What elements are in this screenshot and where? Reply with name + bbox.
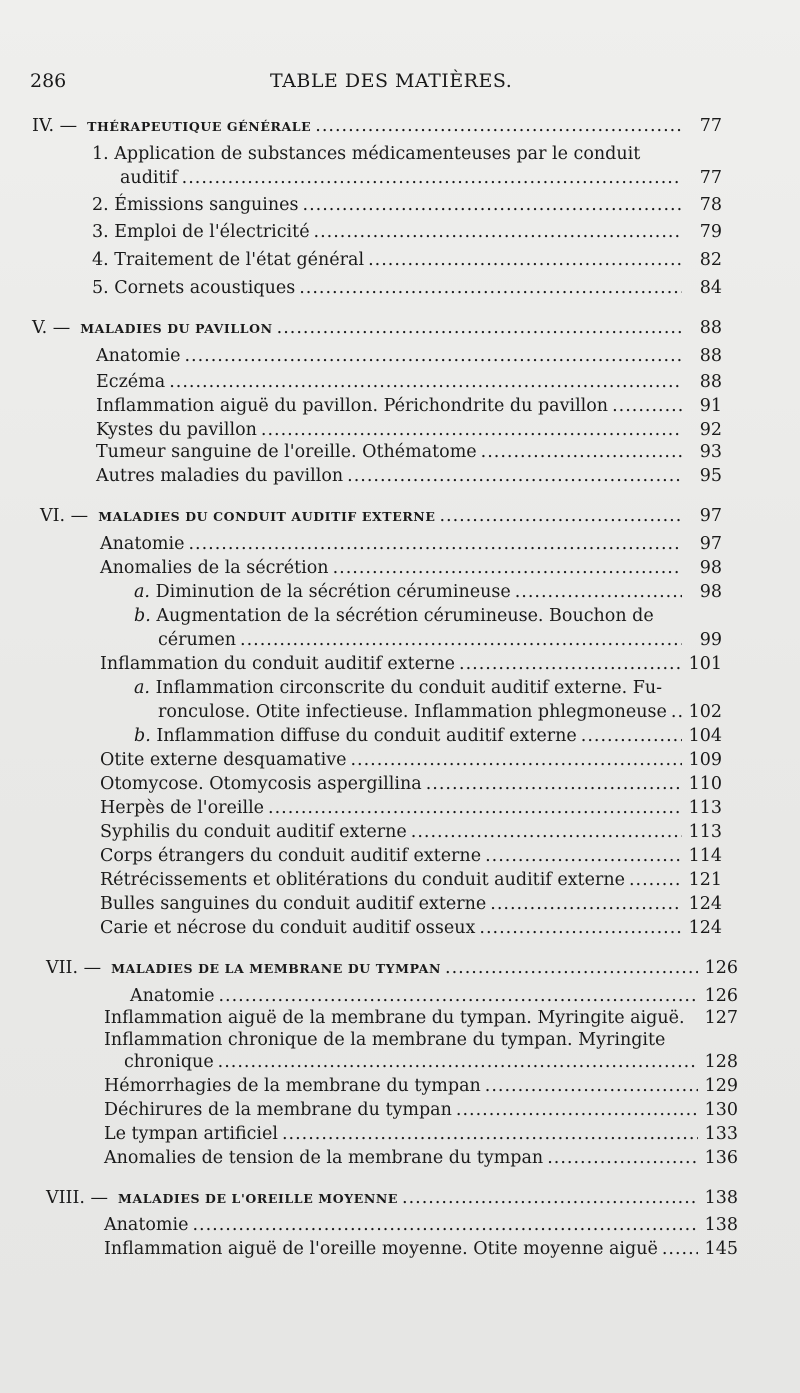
dot-leader: [182, 167, 682, 189]
toc-entry: [96, 465, 722, 487]
dot-leader: [184, 345, 682, 367]
page-ref: 126: [704, 986, 738, 1006]
dot-leader: [240, 629, 682, 651]
toc-entry: [104, 1123, 738, 1145]
dot-leader: [485, 1075, 698, 1097]
entry-text: Anatomie: [104, 1215, 189, 1235]
dot-leader: [547, 1147, 698, 1169]
toc-entry: [100, 893, 722, 915]
entry-text: Anomalies de la sécrétion: [100, 558, 329, 578]
toc-entry: [100, 653, 722, 675]
entry-text: Syphilis du conduit auditif externe: [100, 822, 407, 842]
page-ref: 129: [704, 1076, 738, 1096]
dot-leader: [629, 869, 682, 891]
section-heading-viii: [46, 1187, 738, 1210]
page-ref: 91: [699, 396, 722, 416]
toc-entry: [96, 371, 722, 393]
page-ref: 124: [688, 918, 722, 938]
toc-entry: [96, 345, 722, 367]
toc-entry: [100, 533, 722, 555]
page-ref: 138: [704, 1188, 738, 1208]
dot-leader: [282, 1123, 698, 1145]
section-numeral: IV. —: [32, 116, 78, 136]
running-title: TABLE DES MATIÈRES.: [270, 70, 513, 92]
toc-entry: [104, 1147, 738, 1169]
dot-leader: [347, 465, 682, 487]
toc-subentry: [134, 677, 662, 699]
toc-entry: [130, 985, 738, 1007]
toc-subentry: [134, 605, 654, 627]
entry-text: auditif: [120, 168, 178, 188]
dot-leader: [368, 249, 682, 271]
section-numeral: VIII. —: [46, 1188, 109, 1208]
entry-marker: b.: [134, 606, 151, 626]
page-ref: 82: [699, 250, 722, 270]
entry-text: Carie et nécrose du conduit auditif osseux: [100, 918, 476, 938]
entry-text: 2. Émissions sanguines: [92, 195, 299, 215]
toc-entry: [100, 749, 722, 771]
dot-leader: [445, 957, 698, 979]
toc-entry: [100, 869, 722, 891]
toc-entry: [104, 1007, 738, 1029]
toc-entry: [104, 1099, 738, 1121]
section-title: MALADIES DE LA MEMBRANE DU TYMPAN: [111, 961, 441, 976]
toc-entry: [100, 557, 722, 579]
page-ref: 130: [704, 1100, 738, 1120]
page-ref: 88: [699, 372, 722, 392]
dot-leader: [299, 277, 682, 299]
page-ref: 121: [688, 870, 722, 890]
dot-leader: [439, 505, 682, 527]
toc-entry: [100, 917, 722, 939]
dot-leader: [218, 985, 698, 1007]
entry-text: Anatomie: [130, 986, 215, 1006]
page-header: [30, 70, 730, 98]
entry-text: cérumen: [158, 630, 237, 650]
page-number: 286: [30, 70, 67, 92]
dot-leader: [188, 533, 682, 555]
page-ref: 77: [699, 168, 722, 188]
dot-leader: [303, 194, 683, 216]
entry-text: Anatomie: [96, 346, 181, 366]
entry-text: Le tympan artificiel: [104, 1124, 278, 1144]
page-ref: 98: [699, 558, 722, 578]
section-title: MALADIES DU PAVILLON: [80, 321, 273, 336]
page-ref: 109: [688, 750, 722, 770]
entry-text: Hémorrhagies de la membrane du tympan: [104, 1076, 481, 1096]
entry-text: chronique: [124, 1052, 214, 1072]
entry-text: ronculose. Otite infectieuse. Inflammation phlegmoneuse: [158, 702, 667, 722]
toc-entry-continuation: [120, 167, 722, 189]
page-ref: 126: [704, 958, 738, 978]
entry-text: Herpès de l'oreille: [100, 798, 265, 818]
page-ref: 88: [699, 318, 722, 338]
toc-entry: 1. Application de substances médicamenteuses par le conduit: [92, 144, 641, 164]
page-ref: 77: [699, 116, 722, 136]
page-ref: 97: [699, 506, 722, 526]
dot-leader: [481, 441, 682, 463]
dot-leader: [333, 557, 682, 579]
entry-text: Inflammation diffuse du conduit auditif externe: [156, 726, 577, 746]
entry-text: 5. Cornets acoustiques: [92, 278, 296, 298]
dot-leader: [479, 917, 682, 939]
toc-entry-continuation: [158, 701, 722, 723]
page-ref: 104: [688, 726, 722, 746]
section-title: MALADIES DU CONDUIT AUDITIF EXTERNE: [98, 509, 436, 524]
dot-leader: [169, 371, 682, 393]
page-ref: 124: [688, 894, 722, 914]
toc-entry-continuation: [158, 629, 722, 651]
toc-entry: [100, 797, 722, 819]
dot-leader: [426, 773, 682, 795]
page-ref: 79: [699, 222, 722, 242]
entry-text: Inflammation aiguë de l'oreille moyenne. Otite moyenne aiguë: [104, 1239, 658, 1259]
dot-leader: [192, 1214, 698, 1236]
entry-text: Kystes du pavillon: [96, 420, 257, 440]
dot-leader: [490, 893, 682, 915]
toc-entry: [96, 441, 722, 463]
dot-leader: [218, 1051, 698, 1073]
dot-leader: [456, 1099, 698, 1121]
page-ref: 102: [688, 702, 722, 722]
entry-text: Inflammation aiguë de la membrane du tympan. Myringite aiguë.: [104, 1008, 685, 1028]
entry-text: Rétrécissements et oblitérations du conduit auditif externe: [100, 870, 625, 890]
entry-text: Anomalies de tension de la membrane du tympan: [104, 1148, 544, 1168]
entry-marker: a.: [134, 582, 150, 602]
entry-text: Anatomie: [100, 534, 185, 554]
entry-text: 3. Emploi de l'électricité: [92, 222, 310, 242]
entry-text: Autres maladies du pavillon: [96, 466, 344, 486]
page-ref: 114: [688, 846, 722, 866]
toc-entry: [92, 277, 722, 299]
section-title: MALADIES DE L'OREILLE MOYENNE: [118, 1191, 399, 1206]
entry-text: Otite externe desquamative: [100, 750, 347, 770]
section-numeral: VI. —: [40, 506, 89, 526]
page-ref: 128: [704, 1052, 738, 1072]
entry-text: Augmentation de la sécrétion cérumineuse. Bouchon de: [156, 606, 654, 626]
dot-leader: [315, 115, 682, 137]
dot-leader: [350, 749, 682, 771]
section-title: THÉRAPEUTIQUE GÉNÉRALE: [87, 119, 312, 134]
entry-text: Tumeur sanguine de l'oreille. Othématome: [96, 442, 477, 462]
page-ref: 113: [688, 798, 722, 818]
entry-marker: b.: [134, 726, 151, 746]
dot-leader: [662, 1238, 698, 1260]
entry-marker: a.: [134, 678, 150, 698]
entry-text: 4. Traitement de l'état général: [92, 250, 365, 270]
entry-text: Eczéma: [96, 372, 166, 392]
toc-entry: [92, 194, 722, 216]
entry-text: Diminution de la sécrétion cérumineuse: [155, 582, 511, 602]
entry-text: Inflammation circonscrite du conduit auditif externe. Fu-: [155, 678, 663, 698]
section-numeral: VII. —: [46, 958, 102, 978]
toc-entry: [100, 845, 722, 867]
toc-entry: [104, 1075, 738, 1097]
entry-text: Inflammation aiguë du pavillon. Périchondrite du pavillon: [96, 396, 609, 416]
page-ref: 110: [688, 774, 722, 794]
dot-leader: [411, 821, 682, 843]
page-ref: 133: [704, 1124, 738, 1144]
page-ref: 98: [699, 582, 722, 602]
dot-leader: [515, 581, 682, 603]
entry-text: Inflammation du conduit auditif externe: [100, 654, 455, 674]
page-ref: 78: [699, 195, 722, 215]
dot-leader: [581, 725, 682, 747]
page-ref: 92: [699, 420, 722, 440]
page-ref: 136: [704, 1148, 738, 1168]
dot-leader: [277, 317, 682, 339]
toc-entry: [100, 821, 722, 843]
page-ref: 113: [688, 822, 722, 842]
page-ref: 95: [699, 466, 722, 486]
page-ref: 101: [688, 654, 722, 674]
page-ref: 145: [704, 1239, 738, 1259]
dot-leader: [459, 653, 682, 675]
entry-text: Corps étrangers du conduit auditif externe: [100, 846, 482, 866]
entry-text: Bulles sanguines du conduit auditif externe: [100, 894, 487, 914]
section-numeral: V. —: [32, 318, 71, 338]
page-ref: 93: [699, 442, 722, 462]
dot-leader: [261, 419, 682, 441]
dot-leader: [268, 797, 682, 819]
toc-subentry: [134, 581, 722, 603]
dot-leader: [314, 221, 682, 243]
page-ref: 88: [699, 346, 722, 366]
section-heading-vii: [46, 957, 738, 980]
dot-leader: [671, 701, 682, 723]
dot-leader: [402, 1187, 698, 1209]
section-heading-v: [32, 317, 722, 340]
entry-text: Otomycose. Otomycosis aspergillina: [100, 774, 422, 794]
toc-entry: Inflammation chronique de la membrane du tympan. Myringite: [104, 1030, 666, 1050]
page-ref: 138: [704, 1215, 738, 1235]
toc-entry: [92, 221, 722, 243]
page-ref: 99: [699, 630, 722, 650]
toc-subentry: [134, 725, 722, 747]
toc-entry: [96, 419, 722, 441]
entry-text: Déchirures de la membrane du tympan: [104, 1100, 452, 1120]
toc-entry: [104, 1214, 738, 1236]
toc-entry: [100, 773, 722, 795]
dot-leader: [485, 845, 682, 867]
page-ref: 84: [699, 278, 722, 298]
toc-entry: [92, 249, 722, 271]
toc-entry: [96, 395, 722, 417]
page-ref: 127: [704, 1008, 738, 1028]
dot-leader: [612, 395, 682, 417]
section-heading-vi: [40, 505, 722, 528]
toc-entry-continuation: [124, 1051, 738, 1073]
section-heading-iv: [32, 115, 722, 138]
toc-entry: [104, 1238, 738, 1260]
page-ref: 97: [699, 534, 722, 554]
